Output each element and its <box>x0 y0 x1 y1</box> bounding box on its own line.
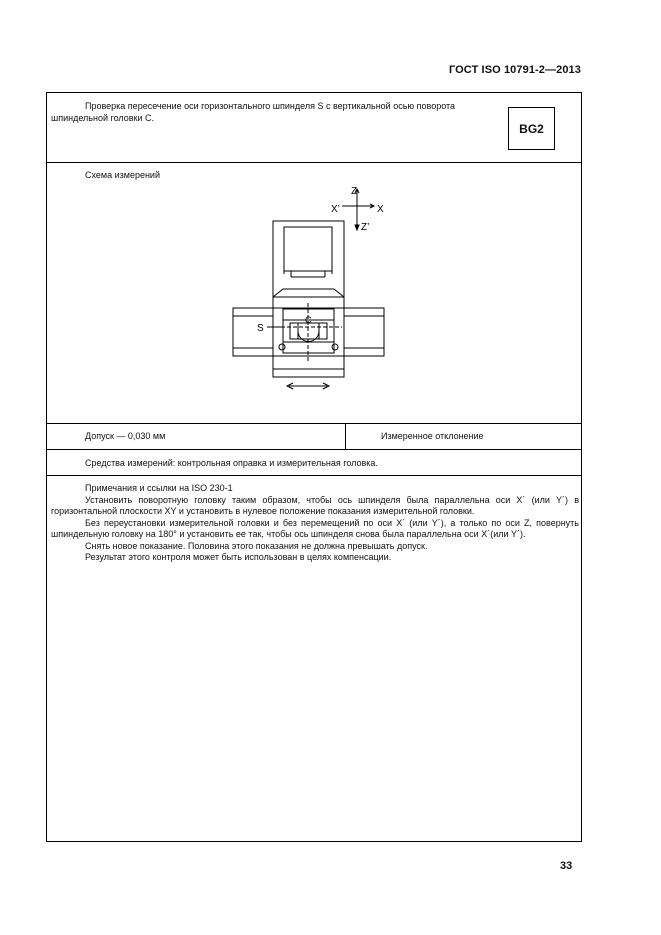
measurement-scheme-drawing <box>227 185 397 400</box>
row-divider <box>47 162 581 163</box>
notes-block <box>51 483 579 564</box>
note-line: Установить поворотную головку таким образом, чтобы ось шпинделя была параллельна оси X´ (или Y´) в горизонтальной плоскости XY и установить в нулевое положение показания измерительной головки. <box>51 494 579 516</box>
z-axis-label: Z <box>351 186 358 197</box>
check-code-box: BG2 <box>508 107 555 150</box>
note-line: Результат этого контроля может быть использован в целях компенсации. <box>85 552 392 562</box>
check-title: Проверка пересечение оси горизонтального шпинделя S с вертикальной осью поворота шпиндельной головки С. <box>51 101 456 123</box>
column-divider <box>345 423 346 449</box>
scheme-label: Схема измерений <box>85 170 160 180</box>
page-number: 33 <box>560 860 573 872</box>
right-bolt <box>332 344 338 350</box>
test-sheet-frame <box>46 92 582 842</box>
standard-header: ГОСТ ISO 10791-2—2013 <box>448 64 581 76</box>
z-prime-axis-label: Z’ <box>361 222 370 233</box>
row-divider <box>47 449 581 450</box>
spindle-s-label: S <box>257 323 264 334</box>
x-prime-axis-label: X’ <box>331 204 340 215</box>
notes-heading: Примечания и ссылки на ISO 230-1 <box>85 483 233 493</box>
note-line: Снять новое показание. Половина этого показания не должна превышать допуск. <box>85 540 428 551</box>
note-line: Без переустановки измерительной головки и без перемещений по оси X´ (или Y´), а только по оси Z, повернуть шпиндельную головку на 180° и установить ее так, чтобы ось шпинделя снова была параллельна оси X´(или Y´). <box>51 517 579 539</box>
rotation-c-label: C <box>305 315 312 325</box>
lower-carriage <box>273 369 344 377</box>
measured-deviation-label: Измеренное отклонение <box>381 431 484 441</box>
row-divider <box>47 423 581 424</box>
x-axis-label: X <box>377 204 384 215</box>
row-divider <box>47 475 581 476</box>
instruments-text: Средства измерений: контрольная оправка и измерительная головка. <box>85 458 378 468</box>
tolerance-label: Допуск — 0,030 мм <box>85 431 166 441</box>
left-bolt <box>279 344 285 350</box>
